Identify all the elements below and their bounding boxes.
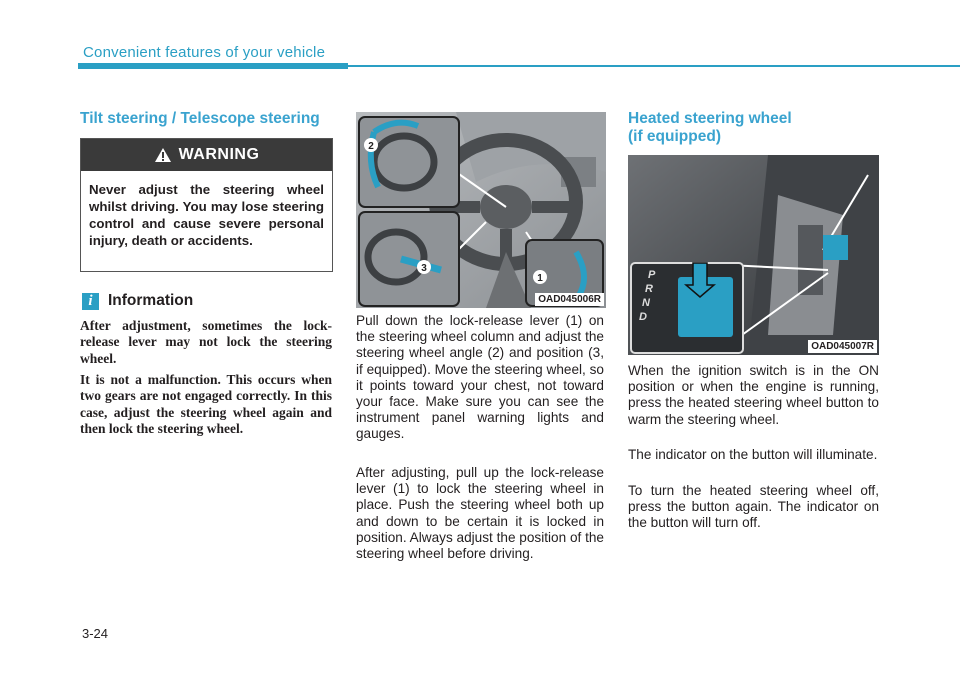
header-accent-bar <box>78 63 348 69</box>
warning-header <box>81 139 332 171</box>
callout-1: 1 <box>537 273 543 284</box>
console-illustration <box>628 155 879 355</box>
steering-adjustment-figure <box>356 112 606 308</box>
header-rule <box>348 65 960 67</box>
figure-caption: OAD045006R <box>535 293 604 306</box>
information-paragraph-2: It is not a malfunction. This occurs when two gears are not engaged correctly. In this case, adjust the steering wheel again and then lock the steering wheel. <box>80 372 332 437</box>
gear-label-d: D <box>639 311 647 323</box>
middle-paragraph-1: Pull down the lock-release lever (1) on the steering wheel column and adjust the steering wheel angle (2) and position (3, if equipped). Move the steering wheel, so it points toward your chest, not toward your face. Make sure you can see the instrument panel warning lights and gauges. <box>356 313 604 442</box>
heated-wheel-figure <box>628 155 879 355</box>
callout-2: 2 <box>368 141 374 152</box>
middle-paragraph-2: After adjusting, pull up the lock-release lever (1) to lock the steering wheel in place. Push the steering wheel both up and down to be certain it is locked in position. Always adjust the position of the steering wheel before driving. <box>356 465 604 562</box>
gear-label-n: N <box>642 297 650 309</box>
callout-3: 3 <box>421 263 427 274</box>
gear-label-p: P <box>648 269 656 281</box>
section-title-line2: (if equipped) <box>628 128 721 145</box>
running-header: Convenient features of your vehicle <box>83 44 326 61</box>
steering-wheel-illustration <box>356 112 606 308</box>
warning-label: WARNING <box>178 146 260 163</box>
right-paragraph-1: When the ignition switch is in the ON position or when the engine is running, press the heated steering wheel button to warm the steering wheel. <box>628 363 879 427</box>
section-title-tilt-steering: Tilt steering / Telescope steering <box>80 110 320 127</box>
section-title-heated-steering <box>628 110 792 146</box>
information-paragraph-1: After adjustment, sometimes the lock-release lever may not lock the steering wheel. <box>80 318 332 366</box>
warning-box <box>80 138 333 272</box>
info-icon: i <box>82 293 99 310</box>
information-heading <box>82 292 193 310</box>
right-paragraph-3: To turn the heated steering wheel off, press the button again. The indicator on the button will turn off. <box>628 483 879 531</box>
right-paragraph-2: The indicator on the button will illuminate. <box>628 447 878 462</box>
information-title: Information <box>108 292 194 309</box>
warning-triangle-icon <box>154 147 172 163</box>
warning-text: Never adjust the steering wheel whilst driving. You may lose steering control and cause severe personal injury, death or accidents. <box>89 182 324 248</box>
page-number: 3-24 <box>82 626 109 641</box>
gear-label-r: R <box>645 283 653 295</box>
figure-caption-2: OAD045007R <box>808 340 877 353</box>
section-title-line1: Heated steering wheel <box>628 110 792 127</box>
